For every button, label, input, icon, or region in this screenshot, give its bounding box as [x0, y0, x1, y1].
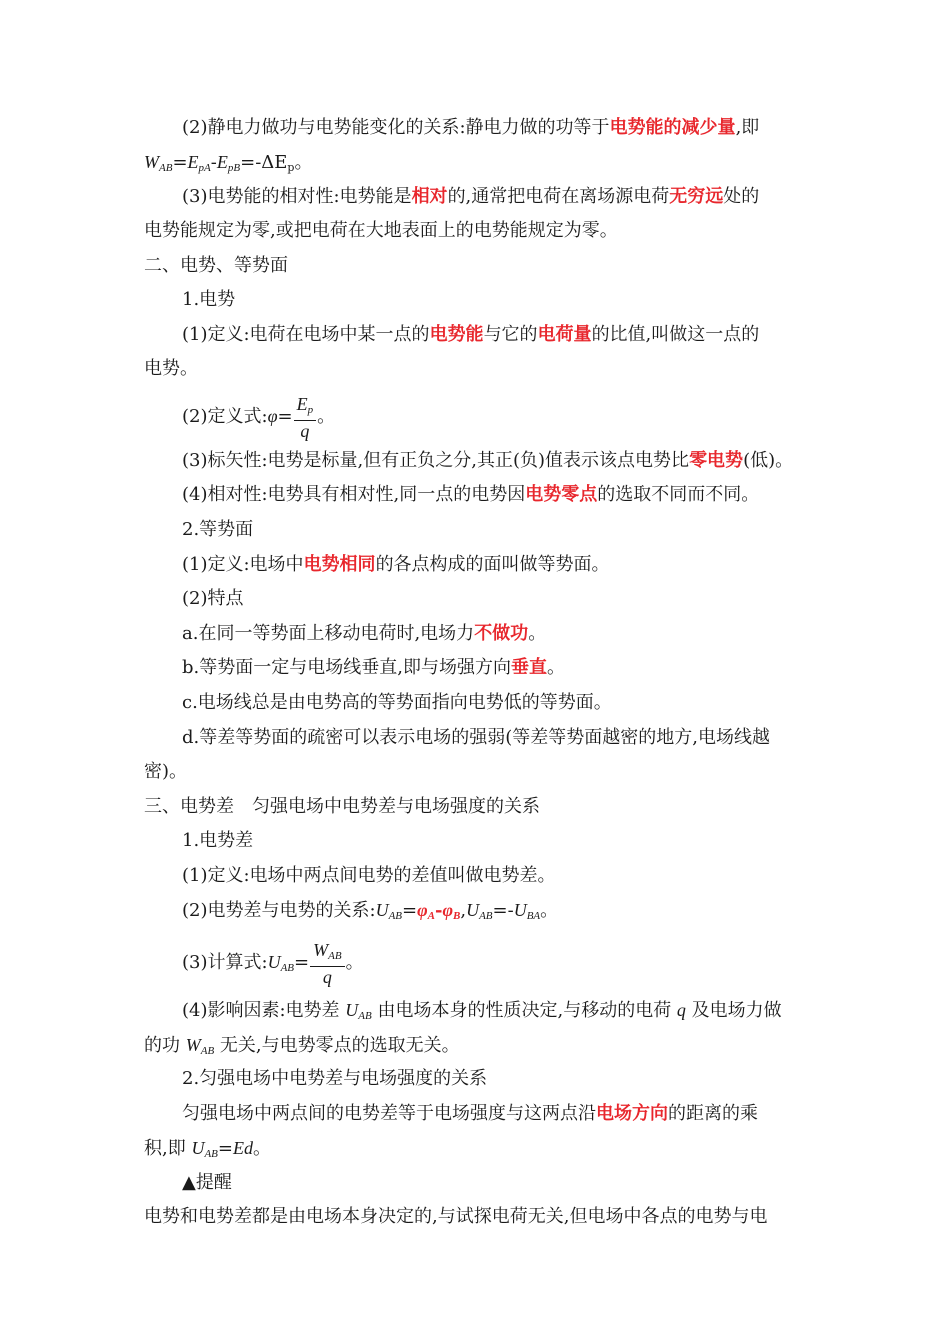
paragraph-difference-definition: (1)定义:电场中两点间电势的差值叫做电势差。	[182, 865, 556, 886]
formula-uniform-field: 积,即 $U_{AB}=Ed$。	[144, 1138, 271, 1160]
list-item-c: c.电场线总是由电势高的等势面指向电势低的等势面。	[182, 692, 612, 713]
highlight-potential-energy: 电势能	[429, 324, 484, 345]
highlight-energy-decrease: 电势能的减少量	[609, 117, 736, 138]
list-item-a: a.在同一等势面上移动电荷时,电场力不做功。	[182, 623, 547, 644]
paragraph-continuation: 的功 $W_{AB}$ 无关,与电势零点的选取无关。	[144, 1035, 460, 1057]
paragraph-influence-factors: (4)影响因素:电势差 $U_{AB}$ 由电场本身的性质决定,与移动的电荷 q 及电场力做	[182, 1000, 782, 1022]
highlight-relative: 相对	[411, 186, 448, 207]
paragraph-relativity-energy: (3)电势能的相对性:电势能是相对的,通常把电荷在离场源电荷无穷远处的	[182, 186, 760, 207]
list-item-b: b.等势面一定与电场线垂直,即与场强方向垂直。	[182, 657, 565, 678]
paragraph-potential-definition: (1)定义:电荷在电场中某一点的电势能与它的电荷量的比值,叫做这一点的	[182, 324, 760, 345]
reminder-heading: ▲提醒	[182, 1172, 232, 1193]
highlight-same-potential: 电势相同	[303, 554, 376, 575]
paragraph-reminder: 电势和电势差都是由电场本身决定的,与试探电荷无关,但电场中各点的电势与电	[144, 1206, 768, 1227]
paragraph-scalar: (3)标矢性:电势是标量,但有正负之分,其正(负)值表示该点电势比零电势(低)。	[182, 450, 794, 471]
paragraph-continuation: 密)。	[144, 761, 188, 782]
paragraph-relativity: (4)相对性:电势具有相对性,同一点的电势因电势零点的选取不同而不同。	[182, 484, 760, 505]
list-item-d: d.等差等势面的疏密可以表示电场的强弱(等差等势面越密的地方,电场线越	[182, 727, 770, 748]
formula-difference-computation: (3)计算式$:U_{AB}=$ $\frac{W_{AB}}{q}$ 。	[182, 939, 364, 987]
paragraph-equipotential-definition: (1)定义:电场中电势相同的各点构成的面叫做等势面。	[182, 554, 610, 575]
fraction: $\frac{E_p}{q}$	[294, 394, 317, 441]
highlight-potential-zero-point: 电势零点	[525, 484, 598, 505]
paragraph-uniform-field: 匀强电场中两点间的电势差等于电场强度与这两点沿电场方向的距离的乘	[182, 1103, 758, 1124]
subheading-equipotential: 2.等势面	[182, 519, 254, 540]
highlight-field-direction: 电场方向	[596, 1103, 668, 1124]
section-heading-3: 三、电势差 匀强电场中电势差与电场强度的关系	[144, 796, 540, 817]
subheading-potential: 1.电势	[182, 289, 236, 310]
paragraph-continuation: 电势能规定为零,或把电荷在大地表面上的电势能规定为零。	[144, 220, 618, 241]
highlight-perpendicular: 垂直	[510, 657, 547, 678]
subheading-potential-difference: 1.电势差	[182, 830, 254, 851]
paragraph-work-energy-relation: (2)静电力做功与电势能变化的关系:静电力做的功等于电势能的减少量,即	[182, 117, 760, 138]
highlight-phi-a: φ	[417, 900, 428, 920]
fraction: $\frac{W_{AB}}{q}$	[310, 940, 344, 987]
highlight-phi-b: φ	[442, 900, 453, 920]
formula-work-energy: $W_{AB}=E_{pA}-E_{pB}=-\Delta E_p$。	[144, 152, 313, 174]
formula-potential-definition: (2)定义式:φ= $\frac{E_p}{q}$ 。	[182, 393, 336, 441]
section-heading-2: 二、电势、等势面	[144, 255, 288, 276]
paragraph-continuation: 电势。	[144, 358, 198, 379]
subheading-uniform-field: 2.匀强电场中电势差与电场强度的关系	[182, 1068, 488, 1089]
formula-difference-relation: (2)电势差与电势的关系$:U_{AB}=\varphi_A-\varphi_B,U_{AB}=-U_{BA}$。	[182, 900, 559, 922]
highlight-zero-potential: 零电势	[689, 450, 744, 471]
highlight-no-work: 不做功	[474, 623, 529, 644]
highlight-infinity: 无穷远	[669, 186, 724, 207]
subheading-features: (2)特点	[182, 588, 244, 609]
highlight-charge: 电荷量	[537, 324, 592, 345]
